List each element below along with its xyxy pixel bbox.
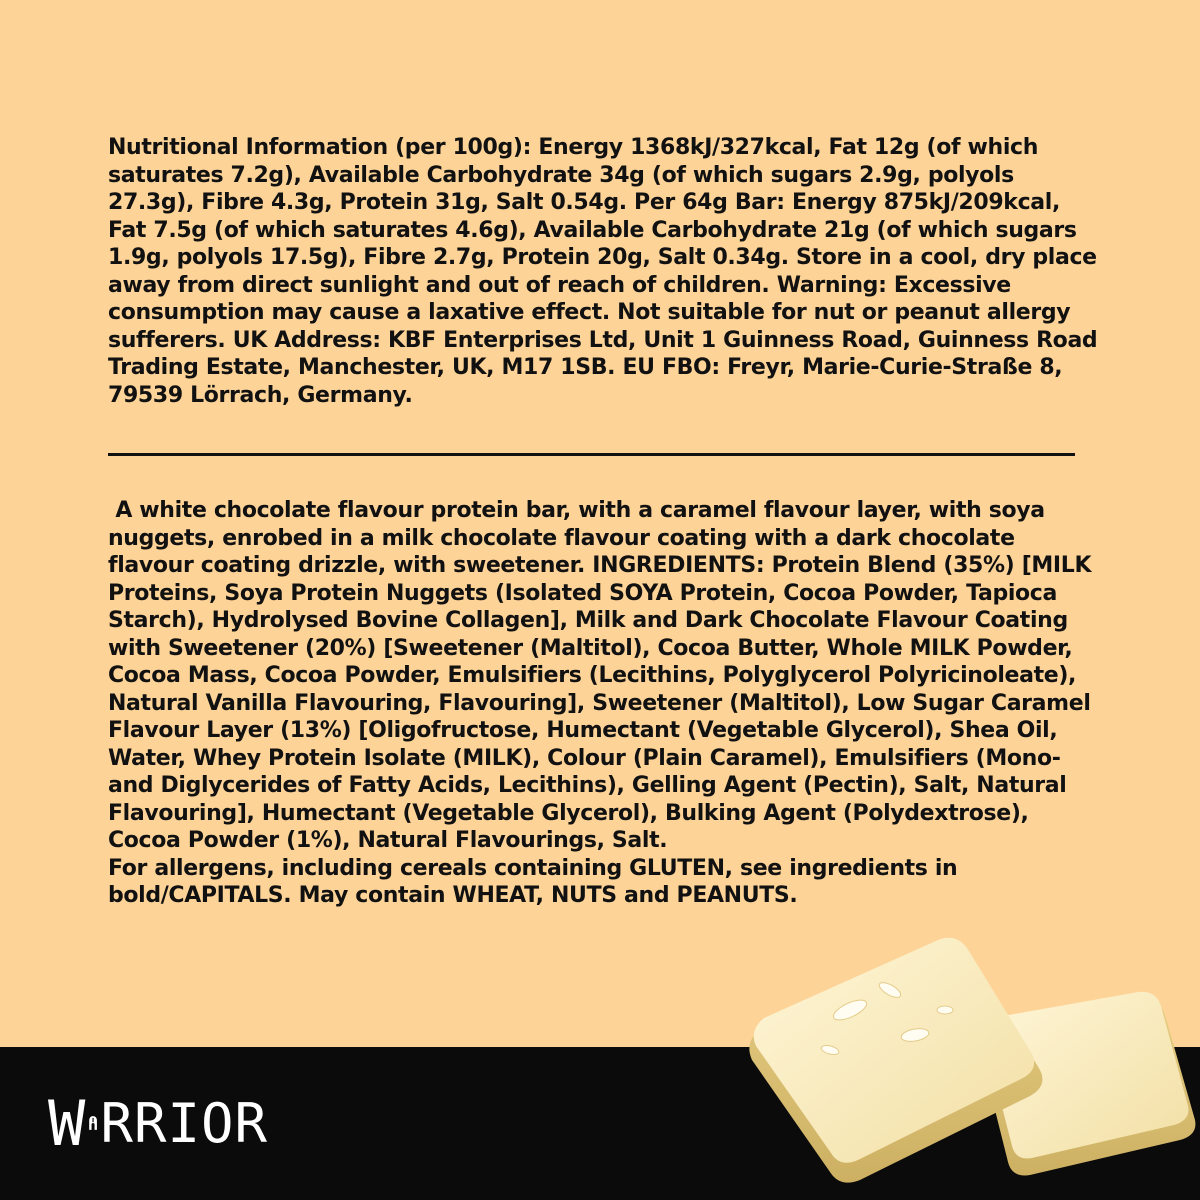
allergen-text: For allergens, including cereals containing GLUTEN, see ingredients in bold/CAPITALS. May contain WHEAT, NUTS and PEANUTS. (108, 855, 958, 908)
spartan-helmet-icon (88, 1096, 98, 1150)
logo-prefix: W (48, 1086, 87, 1160)
white-chocolate-pieces-image (740, 930, 1200, 1200)
ingredients-section (108, 497, 1098, 910)
warrior-logo (48, 1088, 268, 1158)
section-divider (108, 453, 1075, 456)
logo-suffix: RRIOR (100, 1091, 268, 1155)
nutritional-information-text: Nutritional Information (per 100g): Energy 1368kJ/327kcal, Fat 12g (of which saturates 7.2g), Available Carbohydrate 34g (of which sugars 2.9g, polyols 27.3g), Fibre 4.3g, Protein 31g, Salt 0.54g. Per 64g Bar: Energy 875kJ/209kcal, Fat 7.5g (of which saturates 4.6g), Available Carbohydrate 21g (of which sugars 1.9g, polyols 17.5g), Fibre 2.7g, Protein 20g, Salt 0.34g. Store in a cool, dry place away from direct sunlight and out of reach of children. Warning: Excessive consumption may cause a laxative effect. Not suitable for nut or peanut allergy sufferers. UK Address: KBF Enterprises Ltd, Unit 1 Guinness Road, Guinness Road Trading Estate, Manchester, UK, M17 1SB. EU FBO: Freyr, Marie-Curie-Straße 8, 79539 Lörrach, Germany. (108, 135, 1098, 408)
front-chocolate-piece (749, 938, 1042, 1183)
ingredients-text: A white chocolate flavour protein bar, with a caramel flavour layer, with soya nuggets, enrobed in a milk chocolate flavour coating with a dark chocolate flavour coating drizzle, with sweetener. INGREDIENTS: Protein Blend (35%) [MILK Proteins, Soya Protein Nuggets (Isolated SOYA Protein, Cocoa Powder, Tapioca Starch), Hydrolysed Bovine Collagen], Milk and Dark Chocolate Flavour Coating with Sweetener (20%) [Sweetener (Maltitol), Cocoa Butter, Whole MILK Powder, Cocoa Mass, Cocoa Powder, Emulsifiers (Lecithins, Polyglycerol Polyricinoleate), Natural Vanilla Flavouring, Flavouring], Sweetener (Maltitol), Low Sugar Caramel Flavour Layer (13%) [Oligofructose, Humectant (Vegetable Glycerol), Shea Oil, Water, Whey Protein Isolate (MILK), Colour (Plain Caramel), Emulsifiers (Mono- and Diglycerides of Fatty Acids, Lecithins), Gelling Agent (Pectin), Salt, Natural Flavouring], Humectant (Vegetable Glycerol), Bulking Agent (Polydextrose), Cocoa Powder (1%), Natural Flavourings, Salt. (108, 498, 1099, 853)
